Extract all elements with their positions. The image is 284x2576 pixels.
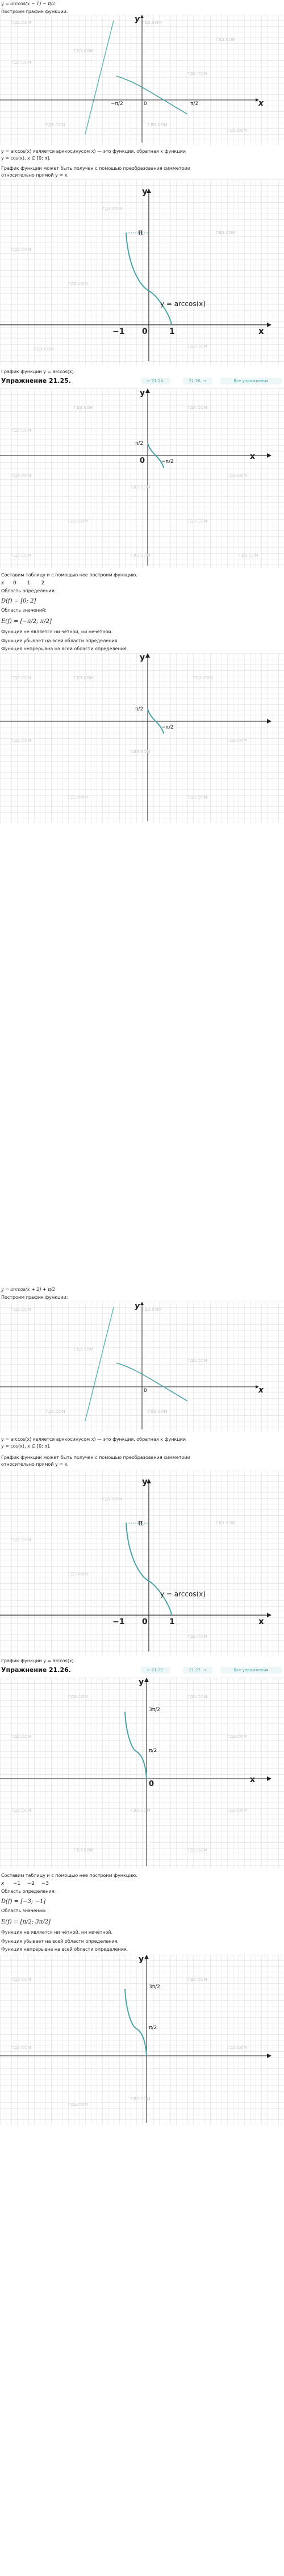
table-cell: 2	[41, 580, 45, 586]
origin-label: 0	[149, 1780, 154, 1788]
table-cell: −2	[27, 1881, 35, 1887]
result-graph-2-svg	[0, 1678, 284, 1868]
final-graph-1	[0, 653, 284, 823]
symmetry-text-a: График функции может быть получен с помощью преобразования симметрии	[1, 1455, 190, 1460]
small-graph-1	[0, 15, 284, 145]
pi-half-label: π/2	[135, 706, 144, 712]
origin-label: 0	[144, 1388, 147, 1394]
y-axis-arrow	[140, 15, 144, 18]
domain-label: Область определения:	[1, 1889, 56, 1894]
watermark: ГДЗ.COM	[74, 676, 94, 680]
watermark: ГДЗ.COM	[216, 37, 236, 42]
watermark: ГДЗ.COM	[11, 553, 31, 558]
watermark: ГДЗ.COM	[142, 20, 162, 25]
minus-one-label: −1	[112, 327, 125, 336]
continuous-text: Функция непрерывна на всей области определения.	[1, 646, 128, 651]
watermark: ГДЗ.COM	[45, 123, 65, 127]
range-label: Область значений:	[1, 1908, 47, 1913]
watermark: ГДЗ.COM	[68, 2102, 88, 2107]
arccos-graph-2-svg	[0, 1470, 284, 1656]
table-cell: x	[1, 580, 5, 586]
origin-label: 0	[142, 327, 148, 336]
arccos-graph-1	[0, 179, 284, 366]
watermark: ГДЗ.COM	[227, 128, 247, 133]
watermark: ГДЗ.COM	[74, 1347, 94, 1352]
y-label: y	[140, 388, 145, 398]
monotonic-text: Функция убывает на всей области определения.	[1, 638, 119, 643]
one-label: 1	[169, 327, 175, 336]
watermark: ГДЗ.COM	[11, 1977, 31, 1982]
pi-half-label: π/2	[149, 2025, 157, 2031]
three-pi-half-label: 3π/2	[149, 1984, 160, 1990]
value-table	[1, 1881, 54, 1887]
range-label: Область значений:	[1, 608, 47, 613]
watermark: ГДЗ.COM	[68, 795, 88, 800]
parity-text: Функция не является ни чётной, ни нечётной.	[1, 1930, 113, 1935]
watermark: ГДЗ.COM	[227, 738, 247, 743]
watermark: ГДЗ.COM	[11, 20, 31, 25]
watermark: ГДЗ.COM	[102, 207, 122, 211]
formula-top: y = arccos(x − 1) − π/2	[1, 1, 56, 6]
y-label: y	[135, 1302, 140, 1311]
next-exercise-button[interactable]: 21.26. →	[183, 378, 212, 384]
watermark: ГДЗ.COM	[131, 750, 151, 754]
graph-caption: График функции y = arccos(x).	[1, 1658, 76, 1663]
symmetry-text-b: относительно прямой y = x.	[1, 1462, 69, 1467]
curve	[116, 76, 187, 114]
table-cell: 1	[27, 580, 31, 586]
symmetry-text-b: относительно прямой y = x.	[1, 173, 69, 178]
x-label: x	[258, 1616, 264, 1626]
exercise-title: Упражнение 21.26.	[1, 1666, 71, 1674]
watermark: ГДЗ.COM	[227, 1808, 247, 1813]
table-cell: −1	[12, 1881, 21, 1887]
watermark: ГДЗ.COM	[187, 1848, 207, 1852]
domain-value: D(f) = [−3; −1]	[1, 1898, 46, 1905]
line-y-eq-x	[85, 20, 114, 134]
watermark: ГДЗ.COM	[68, 1695, 88, 1699]
inverse-text-b: y = cos(x), x ∈ [0; π].	[1, 156, 51, 161]
watermark: ГДЗ.COM	[148, 123, 168, 127]
range-value: E(f) = [−π/2; π/2]	[1, 618, 52, 625]
x-label: x	[258, 99, 264, 108]
all-exercises-button[interactable]: Все упражнения	[220, 1667, 282, 1674]
watermark: ГДЗ.COM	[11, 1538, 31, 1542]
all-exercises-button[interactable]: Все упражнения	[220, 378, 282, 384]
table-cell: 0	[12, 580, 16, 586]
watermark: ГДЗ.COM	[131, 2097, 151, 2101]
watermark: ГДЗ.COM	[11, 60, 31, 65]
watermark: ГДЗ.COM	[187, 1634, 207, 1639]
pi-label: π	[138, 228, 143, 237]
watermark: ГДЗ.COM	[11, 676, 31, 680]
watermark: ГДЗ.COM	[74, 405, 94, 410]
watermark: ГДЗ.COM	[187, 795, 207, 800]
y-label: y	[135, 15, 140, 24]
x-label: x	[258, 326, 264, 336]
domain-value: D(f) = [0; 2]	[1, 598, 36, 604]
watermark: ГДЗ.COM	[187, 519, 207, 524]
watermark: ГДЗ.COM	[11, 1734, 31, 1739]
pi-half-label: π/2	[149, 1748, 157, 1754]
one-label: 1	[169, 1617, 175, 1626]
watermark: ГДЗ.COM	[74, 1848, 94, 1852]
domain-label: Область определения:	[1, 588, 56, 593]
result-graph-2	[0, 1678, 284, 1868]
watermark: ГДЗ.COM	[148, 1410, 168, 1414]
monotonic-text: Функция убывает на всей области определения.	[1, 1939, 119, 1944]
curve-label: y = arccos(x)	[160, 300, 206, 308]
watermark: ГДЗ.COM	[11, 248, 31, 252]
prev-exercise-button[interactable]: ← 21.25.	[141, 1667, 170, 1674]
symmetry-text-a: График функции может быть получен с помощью преобразования симметрии	[1, 166, 190, 171]
origin-label: 0	[142, 1617, 148, 1626]
watermark: ГДЗ.COM	[227, 474, 247, 478]
watermark: ГДЗ.COM	[68, 282, 88, 286]
watermark: ГДЗ.COM	[102, 1497, 122, 1502]
small-graph-2-svg	[0, 1302, 284, 1432]
y-label: y	[142, 186, 148, 196]
three-pi-half-label: 3π/2	[149, 1707, 160, 1713]
watermark: ГДЗ.COM	[11, 474, 31, 478]
minus-one-label: −1	[112, 1617, 125, 1626]
pi-label: π	[138, 1519, 143, 1528]
prev-exercise-button[interactable]: ← 21.24.	[141, 378, 170, 384]
pi-half-label: π/2	[190, 101, 199, 107]
inverse-text-b: y = cos(x), x ∈ [0; π].	[1, 1444, 51, 1449]
watermark: ГДЗ.COM	[187, 1977, 207, 1982]
watermark: ГДЗ.COM	[34, 347, 54, 352]
watermark: ГДЗ.COM	[68, 519, 88, 524]
watermark: ГДЗ.COM	[11, 1808, 31, 1813]
watermark: ГДЗ.COM	[187, 1695, 207, 1699]
y-label: y	[140, 653, 145, 662]
inverse-text-a: y = arccos(x) является арккосинусом x) — это функция, обратная к функции	[1, 149, 186, 154]
exercise-nav-bar	[0, 376, 284, 386]
y-label: y	[142, 1477, 148, 1487]
minus-pi-half-label: −π/2	[161, 459, 174, 465]
table-text: Составим таблицу и с помощью нее построим функцию.	[1, 1873, 137, 1878]
watermark: ГДЗ.COM	[142, 1307, 162, 1312]
table-cell: −3	[41, 1881, 49, 1887]
parity-text: Функция не является ни чётной, ни нечётной.	[1, 629, 113, 634]
minus-pi-half-label: −π/2	[161, 725, 174, 730]
value-table	[1, 580, 54, 586]
watermark: ГДЗ.COM	[11, 738, 31, 743]
watermark: ГДЗ.COM	[239, 553, 258, 558]
watermark: ГДЗ.COM	[193, 676, 213, 680]
range-value: E(f) = [π/2; 3π/2]	[1, 1919, 51, 1925]
x-label: x	[250, 452, 256, 461]
result-graph-1	[0, 388, 284, 568]
watermark: ГДЗ.COM	[227, 1734, 247, 1739]
watermark: ГДЗ.COM	[187, 344, 207, 349]
watermark: ГДЗ.COM	[187, 1358, 207, 1363]
x-label: x	[258, 1386, 264, 1395]
curve-label: y = arccos(x)	[160, 1590, 206, 1598]
watermark: ГДЗ.COM	[11, 2046, 31, 2050]
watermark: ГДЗ.COM	[227, 2046, 247, 2050]
arccos-graph-2	[0, 1470, 284, 1656]
origin-label: 0	[144, 101, 147, 107]
watermark: ГДЗ.COM	[131, 1808, 151, 1813]
small-graph-2	[0, 1302, 284, 1432]
final-graph-2	[0, 1955, 284, 2125]
x-label: x	[250, 1775, 256, 1784]
result-graph-1-svg	[0, 388, 284, 568]
continuous-text: Функция непрерывна на всей области определения.	[1, 1947, 128, 1952]
watermark: ГДЗ.COM	[45, 1410, 65, 1414]
watermark: ГДЗ.COM	[187, 72, 207, 76]
build-text: Построим график функции:	[1, 9, 68, 14]
table-cell: x	[1, 1881, 5, 1887]
pi-half-label: π/2	[135, 441, 144, 446]
origin-label: 0	[140, 457, 145, 465]
inverse-text-a: y = arccos(x) является арккосинусом x) — это функция, обратная к функции	[1, 1437, 186, 1442]
arccos-graph-1-svg	[0, 179, 284, 366]
formula-top: y = arccos(x + 2) + π/2	[1, 1287, 56, 1292]
watermark: ГДЗ.COM	[187, 405, 207, 410]
watermark: ГДЗ.COM	[74, 49, 94, 53]
exercise-nav-bar	[0, 1665, 284, 1675]
watermark: ГДЗ.COM	[216, 1521, 236, 1525]
small-graph-1-svg	[0, 15, 284, 145]
exercise-title: Упражнение 21.25.	[1, 377, 71, 384]
minus-pi-half-label: −π/2	[111, 101, 123, 107]
next-exercise-button[interactable]: 21.27. →	[183, 1667, 212, 1674]
watermark: ГДЗ.COM	[131, 553, 151, 558]
build-text: Построим график функции:	[1, 1295, 68, 1300]
graph-caption: График функции y = arccos(x).	[1, 369, 76, 374]
watermark: ГДЗ.COM	[11, 1307, 31, 1312]
watermark: ГДЗ.COM	[11, 428, 31, 433]
table-text: Составим таблицу и с помощью нее построим функцию.	[1, 572, 137, 578]
y-label: y	[139, 1955, 144, 1964]
y-label: y	[139, 1678, 144, 1687]
watermark: ГДЗ.COM	[131, 485, 151, 490]
watermark: ГДЗ.COM	[68, 1572, 88, 1576]
watermark: ГДЗ.COM	[216, 231, 236, 235]
